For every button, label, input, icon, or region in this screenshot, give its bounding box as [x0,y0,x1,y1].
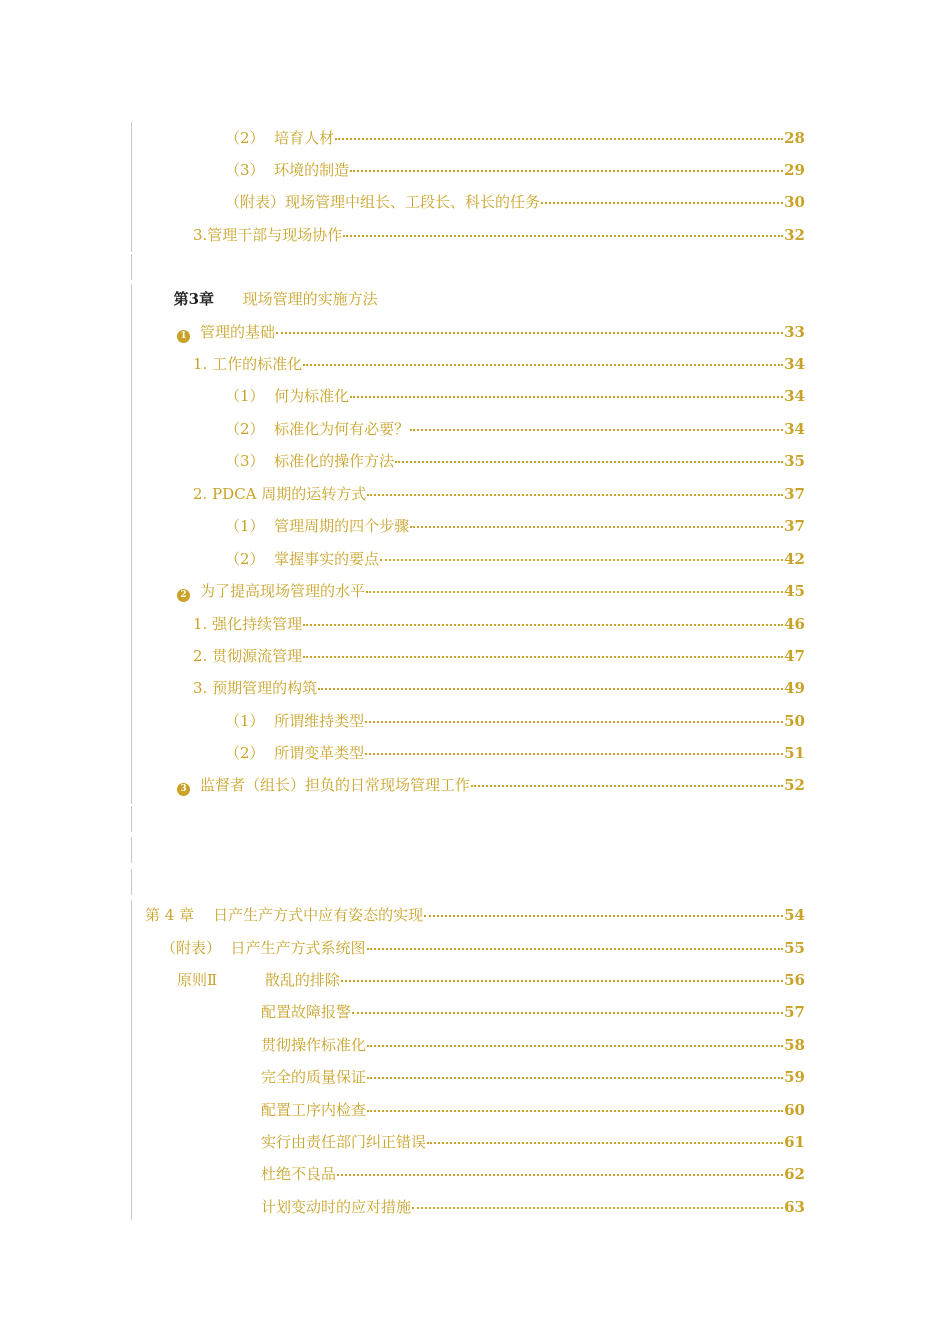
leader-dots [318,688,783,690]
leader-dots [341,980,783,982]
toc-page-number: 34 [784,419,805,438]
leader-dots [350,396,783,398]
toc-entry-label: 管理的基础 [200,322,276,341]
toc-entry[interactable] [0,1125,950,1157]
leader-dots [303,624,783,626]
leader-dots [367,494,783,496]
toc-page-number: 54 [784,905,805,924]
toc-entry-label: （附表）现场管理中组长、工段长、科长的任务 [225,192,541,211]
leader-dots [412,1207,783,1209]
margin-rule [131,254,132,280]
leader-dots [410,526,783,528]
toc-page-number: 60 [784,1100,805,1119]
leader-dots [365,721,783,723]
toc-page-number: 63 [784,1197,805,1216]
toc-page-number: 62 [784,1164,805,1183]
toc-entry[interactable] [0,185,950,217]
toc-entry[interactable] [0,607,950,639]
toc-page-number: 59 [784,1067,805,1086]
toc-page-number: 29 [784,160,805,179]
toc-entry[interactable] [0,379,950,411]
toc-entry-label: 实行由责任部门纠正错误 [261,1132,427,1151]
toc-page-number: 30 [784,192,805,211]
toc-entry-label: 2. 贯彻源流管理 [193,646,303,665]
toc-entry[interactable] [0,639,950,671]
toc-page-number: 28 [784,128,805,147]
toc-page-number: 58 [784,1035,805,1054]
toc-entry-label: （附表） 日产生产方式系统图 [161,938,366,957]
toc-entry[interactable] [0,1060,950,1092]
toc-page-number: 34 [784,386,805,405]
toc-page-number: 56 [784,970,805,989]
toc-page-number: 51 [784,743,805,762]
toc-entry[interactable] [0,444,950,476]
leader-dots [380,559,783,561]
toc-entry[interactable] [0,347,950,379]
toc-entry-label: 3. 预期管理的构筑 [193,678,318,697]
toc-entry[interactable] [0,574,950,606]
toc-entry[interactable] [0,671,950,703]
leader-dots [276,332,783,334]
leader-dots [367,1077,783,1079]
toc-entry[interactable] [0,931,950,963]
toc-page-number: 37 [784,484,805,503]
numbered-bullet-icon: 1 [177,330,190,343]
chapter-number: 第3章 [173,289,215,308]
chapter-heading[interactable] [0,282,950,314]
leader-dots [367,1110,783,1112]
toc-entry[interactable] [0,412,950,444]
toc-entry-label: （2） 掌握事实的要点 [225,549,380,568]
toc-entry[interactable] [0,1157,950,1189]
toc-entry[interactable] [0,509,950,541]
toc-entry[interactable] [0,121,950,153]
toc-entry[interactable] [0,315,950,347]
toc-page-number: 61 [784,1132,805,1151]
toc-entry[interactable] [0,963,950,995]
leader-dots [367,1045,783,1047]
toc-page-number: 49 [784,678,805,697]
numbered-bullet-icon: 2 [177,589,190,602]
toc-page-number: 35 [784,451,805,470]
toc-entry[interactable] [0,477,950,509]
leader-dots [541,202,783,204]
leader-dots [367,948,784,950]
toc-page-number: 47 [784,646,805,665]
toc-page-number: 32 [784,225,805,244]
toc-entry[interactable] [0,995,950,1027]
margin-rule [131,869,132,895]
toc-page-number: 55 [784,938,805,957]
leader-dots [471,785,783,787]
toc-entry[interactable] [0,898,950,930]
toc-entry-label: 配置工序内检查 [261,1100,367,1119]
leader-dots [303,656,783,658]
toc-entry-label: 1. 工作的标准化 [193,354,303,373]
toc-entry-label: 1. 强化持续管理 [193,614,303,633]
toc-entry-label: 2. PDCA 周期的运转方式 [193,484,367,503]
toc-entry-label: （1） 何为标准化 [225,386,350,405]
toc-page-number: 37 [784,516,805,535]
toc-entry[interactable] [0,704,950,736]
leader-dots [410,429,783,431]
leader-dots [365,753,783,755]
toc-entry-label: 完全的质量保证 [261,1067,367,1086]
toc-page-number: 34 [784,354,805,373]
chapter-title: 现场管理的实施方法 [214,289,378,308]
leader-dots [427,1142,783,1144]
toc-entry-label: 为了提高现场管理的水平 [200,581,366,600]
leader-dots [343,235,783,237]
toc-entry[interactable] [0,218,950,250]
toc-entry-label: 3.管理干部与现场协作 [193,225,343,244]
leader-dots [424,915,783,917]
toc-entry[interactable] [0,768,950,800]
toc-entry-label: 配置故障报警 [261,1002,352,1021]
toc-entry-label: 监督者（组长）担负的日常现场管理工作 [200,775,471,794]
toc-entry-label: 计划变动时的应对措施 [261,1197,412,1216]
leader-dots [366,591,783,593]
leader-dots [352,1012,783,1014]
toc-entry[interactable] [0,1093,950,1125]
toc-entry-label: 第 4 章 日产生产方式中应有姿态的实现 [145,905,424,924]
margin-rule [131,806,132,832]
toc-page-number: 52 [784,775,805,794]
toc-entry-label: （3） 标准化的操作方法 [225,451,395,470]
toc-page-number: 42 [784,549,805,568]
toc-entry[interactable] [0,153,950,185]
toc-entry[interactable] [0,542,950,574]
toc-entry[interactable] [0,1190,950,1222]
leader-dots [303,364,783,366]
toc-entry[interactable] [0,736,950,768]
margin-rule [131,837,132,863]
leader-dots [350,170,783,172]
leader-dots [335,138,783,140]
toc-entry-label: （2） 标准化为何有必要？ [225,419,410,438]
toc-entry-label: （2） 所谓变革类型 [225,743,365,762]
toc-entry-label: 杜绝不良品 [261,1164,337,1183]
toc-entry-label: 贯彻操作标准化 [261,1035,367,1054]
toc-page-number: 57 [784,1002,805,1021]
toc-page-number: 46 [784,614,805,633]
toc-entry-label: （2） 培育人材 [225,128,335,147]
numbered-bullet-icon: 3 [177,783,190,796]
leader-dots [337,1174,783,1176]
toc-page-number: 50 [784,711,805,730]
toc-entry-label: （1） 管理周期的四个步骤 [225,516,410,535]
toc-page-number: 33 [784,322,805,341]
toc-page-number: 45 [784,581,805,600]
toc-entry-label: 原则Ⅱ 散乱的排除 [177,970,340,989]
toc-entry-label: （3） 环境的制造 [225,160,350,179]
leader-dots [395,461,783,463]
toc-entry[interactable] [0,1028,950,1060]
toc-entry-label: （1） 所谓维持类型 [225,711,365,730]
